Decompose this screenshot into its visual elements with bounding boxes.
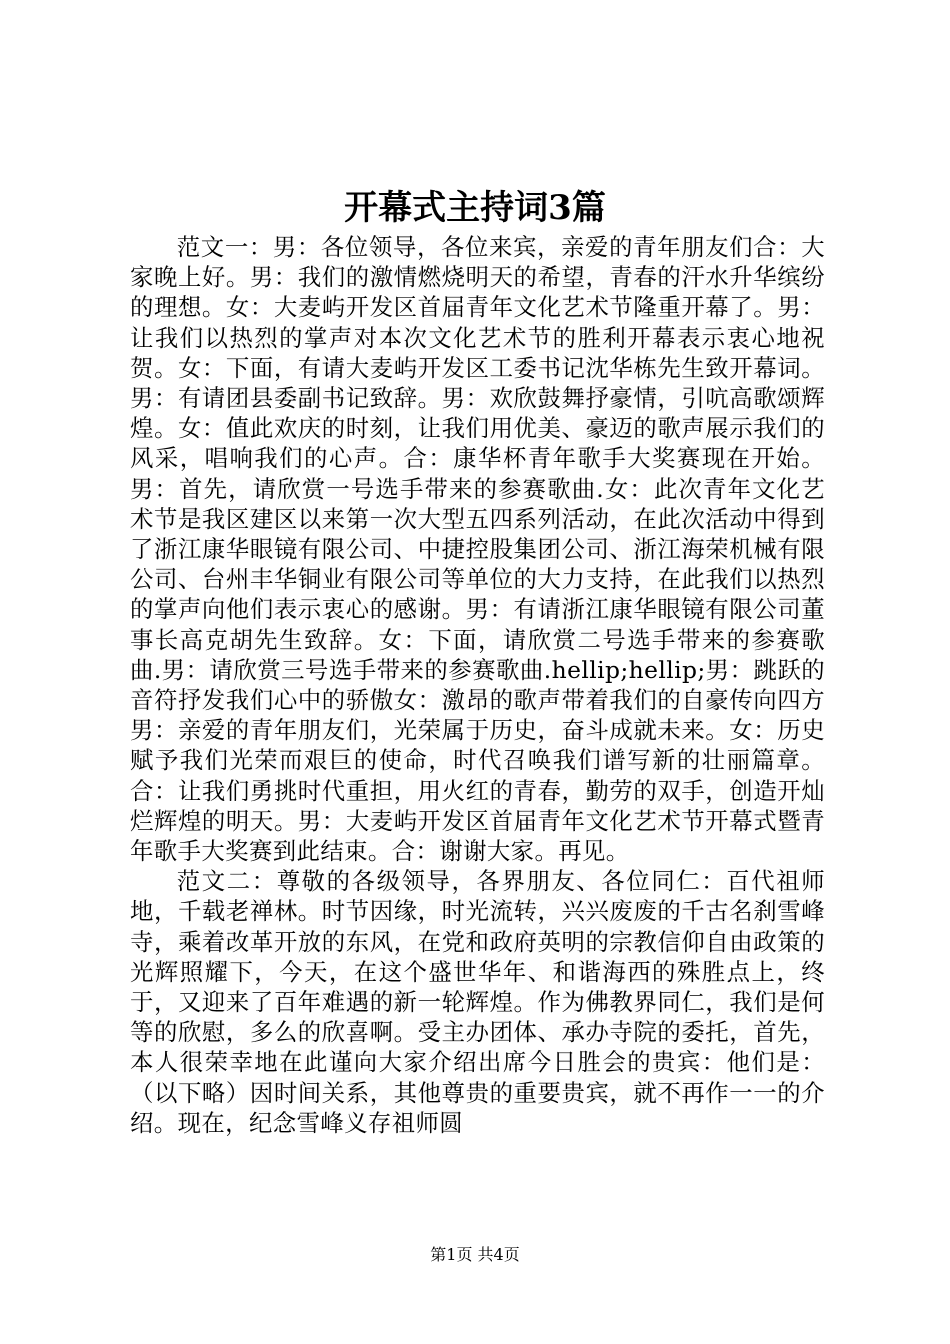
document-body	[130, 232, 825, 1138]
document-title: 开幕式主持词3篇	[344, 188, 606, 228]
page-number-footer: 第1页 共4页	[430, 1245, 520, 1264]
paragraph-sample-two: 范文二：尊敬的各级领导，各界朋友、各位同仁：百代祖师地，千载老禅林。时节因缘，时光流转，兴兴废废的千古名刹雪峰寺，乘着改革开放的东风，在党和政府英明的宗教信仰自由政策的光辉照耀下，今天，在这个盛世华年、和谐海西的殊胜点上，终于，又迎来了百年难遇的新一轮辉煌。作为佛教界同仁，我们是何等的欣慰，多么的欣喜啊。受主办团体、承办寺院的委托，首先，本人很荣幸地在此谨向大家介绍出席今日胜会的贵宾：他们是：（以下略）因时间关系，其他尊贵的重要贵宾，就不再作一一的介绍。现在，纪念雪峰义存祖师圆	[130, 867, 825, 1137]
paragraph-sample-one: 范文一：男：各位领导，各位来宾，亲爱的青年朋友们合：大家晚上好。男：我们的激情燃烧明天的希望，青春的汗水升华缤纷的理想。女：大麦屿开发区首届青年文化艺术节隆重开幕了。男：让我们以热烈的掌声对本次文化艺术节的胜利开幕表示衷心地祝贺。女：下面，有请大麦屿开发区工委书记沈华栋先生致开幕词。男：有请团县委副书记致辞。男：欢欣鼓舞抒豪情，引吭高歌颂辉煌。女：值此欢庆的时刻，让我们用优美、豪迈的歌声展示我们的风采，唱响我们的心声。合：康华杯青年歌手大奖赛现在开始。男：首先，请欣赏一号选手带来的参赛歌曲.女：此次青年文化艺术节是我区建区以来第一次大型五四系列活动，在此次活动中得到了浙江康华眼镜有限公司、中捷控股集团公司、浙江海荣机械有限公司、台州丰华铜业有限公司等单位的大力支持，在此我们以热烈的掌声向他们表示衷心的感谢。男：有请浙江康华眼镜有限公司董事长高克胡先生致辞。女：下面，请欣赏二号选手带来的参赛歌曲.男：请欣赏三号选手带来的参赛歌曲.hellip;hellip;男：跳跃的音符抒发我们心中的骄傲女：激昂的歌声带着我们的自豪传向四方男：亲爱的青年朋友们，光荣属于历史，奋斗成就未来。女：历史赋予我们光荣而艰巨的使命，时代召唤我们谱写新的壮丽篇章。合：让我们勇挑时代重担，用火红的青春，勤劳的双手，创造开灿烂辉煌的明天。男：大麦屿开发区首届青年文化艺术节开幕式暨青年歌手大奖赛到此结束。合：谢谢大家。再见。	[130, 233, 825, 866]
